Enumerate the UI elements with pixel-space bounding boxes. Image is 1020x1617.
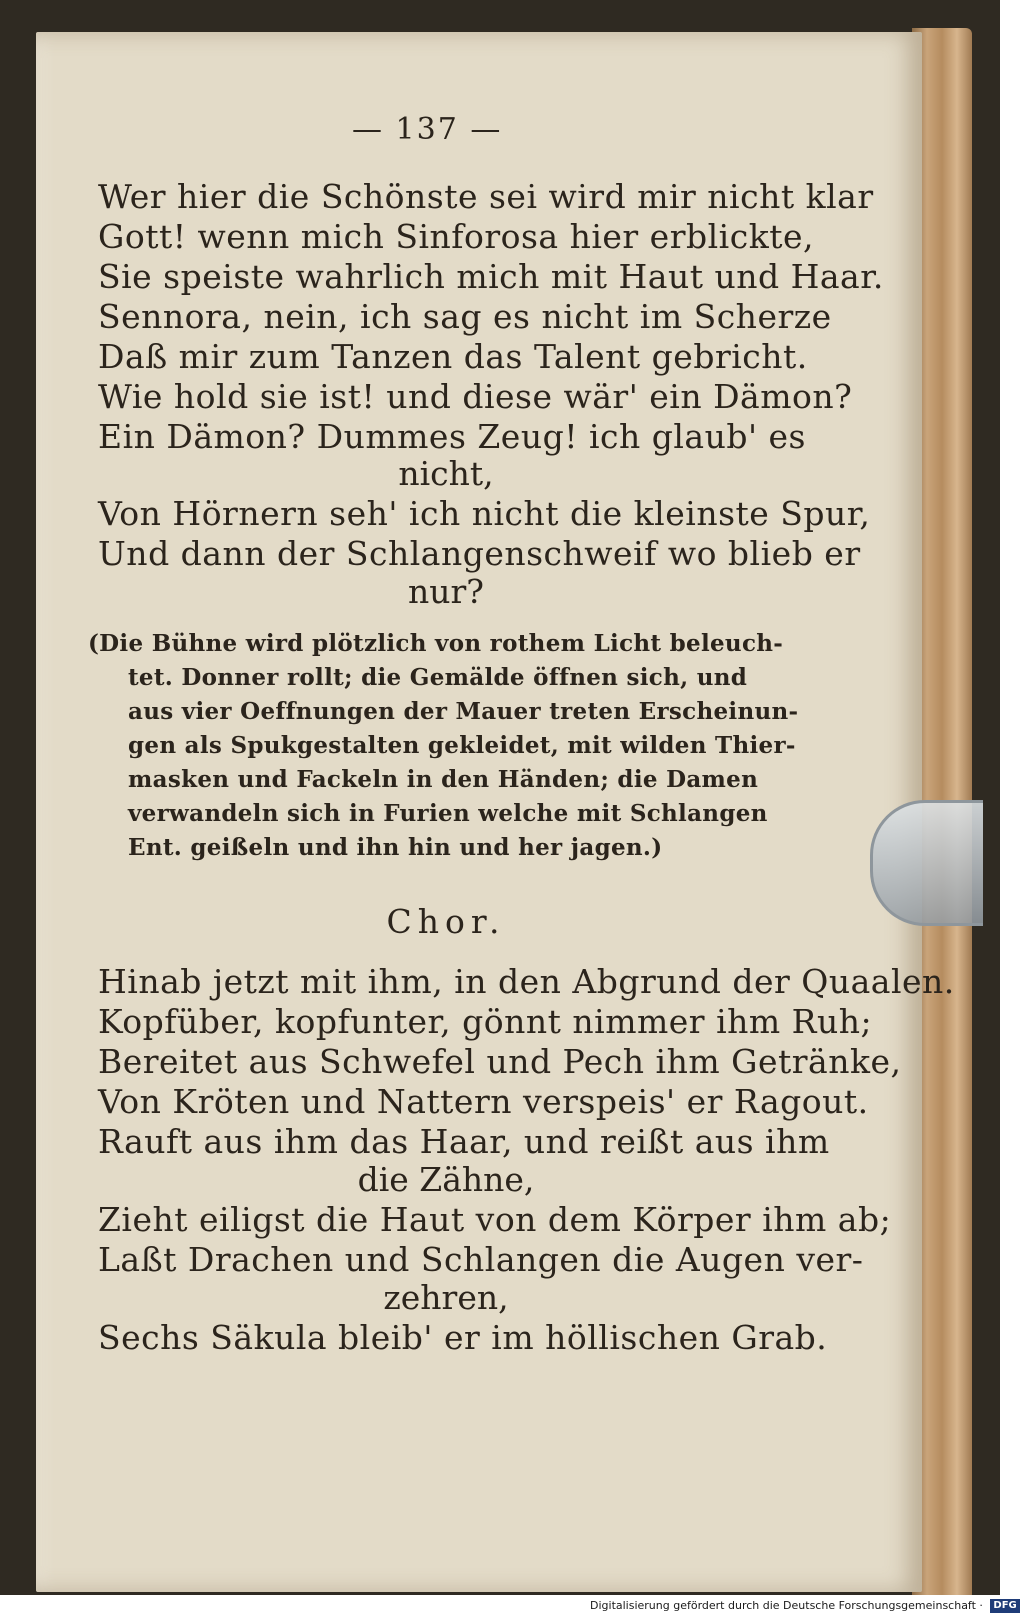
verse-line: Sennora, nein, ich sag es nicht im Scherze <box>98 297 832 336</box>
stage-direction-line: masken und Fackeln in den Händen; die Damen <box>128 766 759 793</box>
stage-direction-line: Ent. geißeln und ihn hin und her jagen.) <box>128 834 663 861</box>
verse-line: Wer hier die Schönste sei wird mir nicht klar <box>98 177 874 216</box>
dfg-logo-badge: DFG <box>990 1599 1019 1613</box>
digitization-credit <box>590 1595 1020 1617</box>
chorus-line: Bereitet aus Schwefel und Pech ihm Getränke, <box>98 1042 902 1081</box>
chorus-line: Rauft aus ihm das Haar, und reißt aus ihm <box>98 1122 830 1161</box>
credit-text: Digitalisierung gefördert durch die Deutsche Forschungsgemeinschaft · <box>590 1599 983 1612</box>
verse-line: Von Hörnern seh' ich nicht die kleinste Spur, <box>98 494 871 533</box>
chorus-line: Kopfüber, kopfunter, gönnt nimmer ihm Ruh; <box>98 1002 873 1041</box>
verse-line-continuation: nur? <box>408 572 484 611</box>
chorus-line: Laßt Drachen und Schlangen die Augen ver- <box>98 1240 864 1279</box>
chorus-line: Hinab jetzt mit ihm, in den Abgrund der Quaalen. <box>98 962 955 1001</box>
page-number: — 137 — <box>352 112 503 147</box>
verse-line-continuation: nicht, <box>398 454 494 493</box>
stage-direction-line: tet. Donner rollt; die Gemälde öffnen sich, und <box>128 664 748 691</box>
verse-line: Gott! wenn mich Sinforosa hier erblickte, <box>98 217 814 256</box>
book-page <box>36 32 955 1592</box>
verse-line: Wie hold sie ist! und diese wär' ein Dämon? <box>98 377 853 416</box>
chorus-line-continuation: zehren, <box>383 1278 509 1317</box>
stage-direction-line: (Die Bühne wird plötzlich von rothem Licht beleuch- <box>88 630 784 657</box>
chorus-line: Sechs Säkula bleib' er im höllischen Grab. <box>98 1318 828 1357</box>
verse-line: Und dann der Schlangenschweif wo blieb er <box>98 534 861 573</box>
verse-line: Daß mir zum Tanzen das Talent gebricht. <box>98 337 808 376</box>
chorus-line: Zieht eiligst die Haut von dem Körper ihm ab; <box>98 1200 892 1239</box>
chorus-line-continuation: die Zähne, <box>357 1160 535 1199</box>
verse-line: Ein Dämon? Dummes Zeug! ich glaub' es <box>98 417 806 456</box>
stage-direction-line: gen als Spukgestalten gekleidet, mit wilden Thier- <box>128 732 796 759</box>
page-holder-clip <box>870 800 983 926</box>
chorus-line: Von Kröten und Nattern verspeis' er Ragout. <box>98 1082 869 1121</box>
stage-direction-line: aus vier Oeffnungen der Mauer treten Erscheinun- <box>128 698 799 725</box>
chorus-heading: Chor. <box>386 902 506 941</box>
verse-line: Sie speiste wahrlich mich mit Haut und Haar. <box>98 257 884 296</box>
stage-direction-line: verwandeln sich in Furien welche mit Schlangen <box>128 800 768 827</box>
